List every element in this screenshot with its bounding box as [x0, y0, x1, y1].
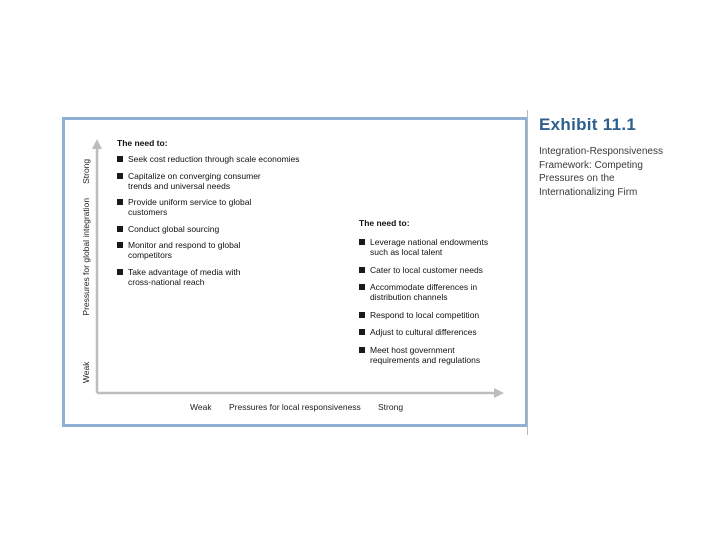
list-item: Leverage national endowments such as local talent [359, 237, 488, 257]
x-axis-arrowhead [494, 388, 504, 398]
list-item: Conduct global sourcing [117, 224, 300, 234]
list-item: Monitor and respond to global competitors [117, 240, 300, 260]
list-item: Meet host government requirements and regulations [359, 345, 488, 365]
list-item: Seek cost reduction through scale economies [117, 154, 300, 164]
list-item: Accommodate differences in distribution channels [359, 282, 488, 302]
list-item: Respond to local competition [359, 310, 488, 320]
y-axis-arrowhead [92, 139, 102, 149]
y-axis-strong-label: Strong [81, 158, 91, 184]
list-item: Take advantage of media with cross-national reach [117, 267, 300, 287]
list-item: Adjust to cultural differences [359, 327, 488, 337]
subtitle-line: Internationalizing Firm [539, 186, 638, 198]
x-axis-weak-label: Weak [190, 402, 212, 412]
exhibit-title: Exhibit 11.1 [539, 115, 637, 134]
local-needs-list [359, 237, 488, 372]
local-block-heading: The need to: [359, 218, 410, 228]
y-axis-label [81, 159, 91, 383]
x-axis-strong-label: Strong [378, 402, 404, 412]
global-needs-list [117, 154, 300, 293]
subtitle-line: Framework: Competing [539, 159, 643, 171]
list-item: Provide uniform service to global customers [117, 197, 300, 217]
global-block-heading: The need to: [117, 138, 168, 148]
list-item: Capitalize on converging consumer trends and universal needs [117, 171, 300, 191]
y-axis-weak-label: Weak [81, 361, 91, 384]
x-axis-title: Pressures for local responsiveness [229, 402, 361, 412]
subtitle-line: Pressures on the [539, 173, 615, 184]
y-axis-title: Pressures for global integration [81, 197, 91, 316]
subtitle-line: Integration-Responsiveness [539, 146, 663, 157]
list-item: Cater to local customer needs [359, 265, 488, 275]
